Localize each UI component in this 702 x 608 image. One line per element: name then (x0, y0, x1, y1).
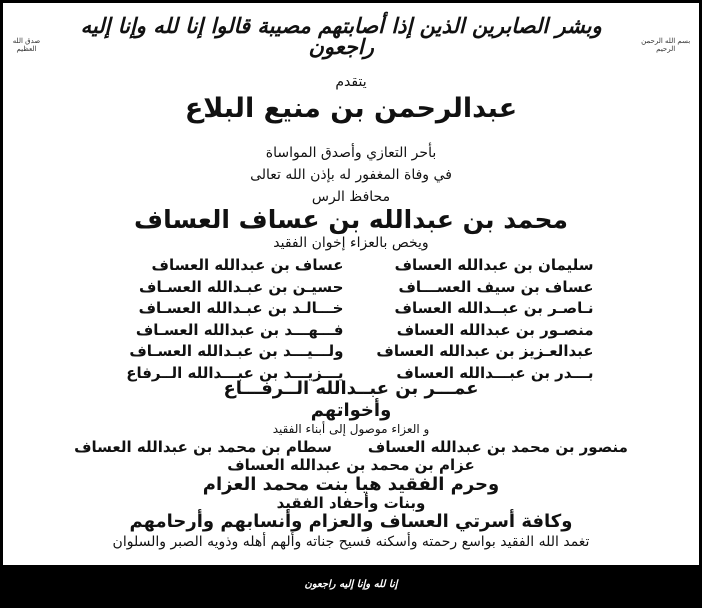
brothers-column-left (109, 257, 344, 382)
brothers-list (3, 257, 699, 382)
widow-text: وحرم الفقيد هيا بنت محمد العزام (202, 474, 500, 495)
sadaq-text: صدق الله العظيم (12, 37, 41, 53)
brothers-intro: ويخص بالعزاء إخوان الفقيد (273, 235, 429, 251)
clans-text: وكافة أسرتي العساف والعزام وأنسابهم وأرحامهم (129, 511, 573, 532)
quran-verse-calligraphy: وبشر الصابرين الذين إذا أصابتهم مصيبة قالوا إنا لله وإنا إليه راجعون (80, 13, 602, 59)
quran-verse-header (3, 11, 699, 57)
basmala-text: بسم الله الرحمن الرحيم (641, 37, 691, 53)
footer-verse-calligraphy: إنا لله وإنا إليه راجعون (304, 579, 398, 590)
brother-name: عساف بن عبدالله العساف (151, 256, 344, 274)
brother-name: فـــهـــد بن عبدالله العسـاف (135, 320, 344, 339)
brother-name: سليمان بن عبدالله العساف (394, 256, 594, 274)
footer-band (0, 565, 702, 608)
brother-name: خـــالـد بن عبـدالله العسـاف (138, 299, 344, 317)
sisters-text: وأخواتهم (310, 400, 392, 421)
prayer-text: تغمد الله الفقيد بواسع رحمته وأسكنه فسيح جناته وألهم أهله وذويه الصبر والسلوان (112, 534, 590, 550)
sons-row (3, 438, 699, 456)
sons-intro: و العزاء موصول إلى أبناء الفقيد (272, 422, 430, 436)
brother-name: عساف بن سيف العســـاف (398, 277, 594, 296)
brother-name-center: عمـــر بن عبــدالله الــرفـــاع (223, 378, 479, 399)
deceased-name: محمد بن عبدالله بن عساف العساف (134, 205, 568, 234)
deceased-title: محافظ الرس (311, 189, 391, 205)
brother-name: حسيـن بن عبـدالله العسـاف (139, 277, 344, 296)
condolence-text: بأحر التعازي وأصدق المواساة (265, 145, 437, 161)
brother-name: عبدالعـزيز بن عبدالله العساف (376, 342, 594, 360)
brother-name: نـاصـر بن عبــدالله العساف (394, 299, 594, 317)
son-name: منصور بن محمد بن عبدالله العساف (367, 438, 628, 456)
offers-text: يتقدم (335, 74, 367, 90)
brothers-column-right (372, 257, 594, 382)
brother-name: بـــدر بن عبـــدالله العساف (396, 363, 594, 382)
brother-name: منصـور بن عبدالله العساف (396, 320, 594, 339)
son-name-third: عزام بن محمد بن عبدالله العساف (227, 456, 475, 474)
daughters-text: وبنات وأحفاد الفقيد (276, 494, 426, 512)
son-name: سطام بن محمد بن عبدالله العساف (74, 438, 332, 456)
occasion-text: في وفاة المغفور له بإذن الله تعالى (250, 167, 452, 183)
condolence-notice (3, 3, 699, 565)
sender-name: عبدالرحمن بن منيع البلاع (184, 93, 518, 124)
brother-name: ولـــيـــد بن عبـدالله العسـاف (129, 342, 344, 360)
brother-name: يـــزيـــد بن عبـــدالله الــرفاع (126, 363, 344, 382)
